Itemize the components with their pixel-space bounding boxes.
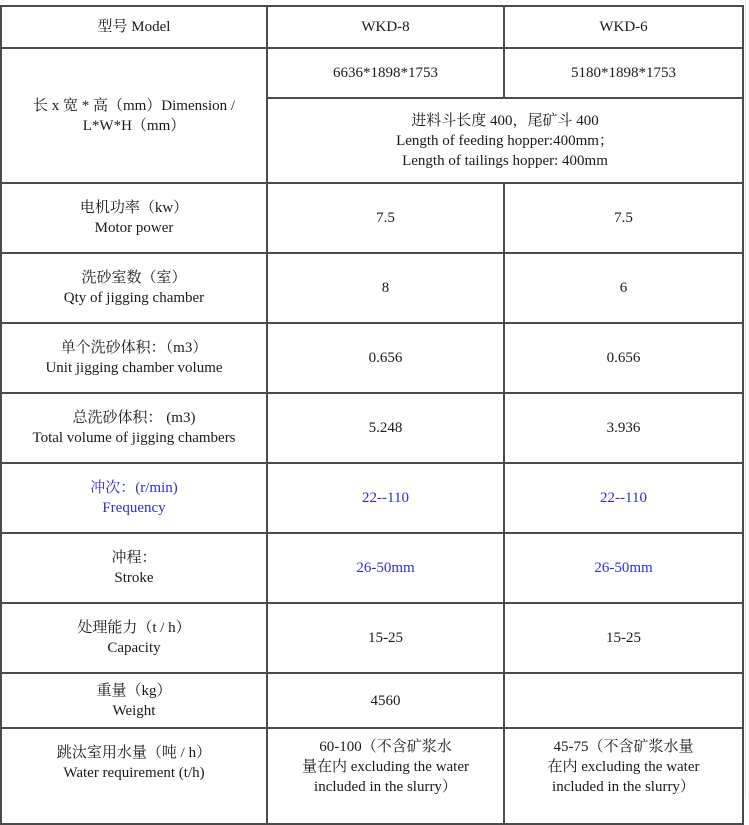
total-volume-wkd6: 3.936 bbox=[504, 393, 743, 463]
label-cn: 冲次：(r/min) bbox=[90, 480, 178, 496]
water-wkd8-line3: included in the slurry） bbox=[314, 779, 457, 795]
dimension-wkd8: 6636*1898*1753 bbox=[267, 48, 504, 98]
stroke-label bbox=[1, 533, 267, 603]
hopper-note-tailings: Length of tailings hopper: 400mm bbox=[402, 152, 608, 169]
frequency-label bbox=[1, 463, 267, 533]
motor-power-wkd8: 7.5 bbox=[267, 183, 504, 253]
label-en: Motor power bbox=[94, 220, 174, 236]
water-wkd8-line2: 量在内 excluding the water bbox=[301, 759, 470, 775]
model-wkd8: WKD-8 bbox=[267, 6, 504, 48]
weight-label bbox=[1, 673, 267, 728]
label-en: Total volume of jigging chambers bbox=[32, 430, 236, 446]
dimension-label-line2: L*W*H（mm） bbox=[82, 117, 186, 134]
water-wkd6-line3: included in the slurry） bbox=[552, 779, 695, 795]
stroke-row bbox=[1, 533, 743, 603]
dimension-label bbox=[1, 48, 267, 183]
chamber-qty-wkd8: 8 bbox=[267, 253, 504, 323]
motor-power-label bbox=[1, 183, 267, 253]
capacity-wkd8: 15-25 bbox=[267, 603, 504, 673]
label-cn: 重量（kg） bbox=[96, 682, 172, 699]
hopper-note bbox=[267, 98, 743, 183]
frequency-wkd8: 22--110 bbox=[267, 463, 504, 533]
water-requirement-wkd8 bbox=[267, 728, 504, 824]
stroke-wkd6: 26-50mm bbox=[504, 533, 743, 603]
page-edge bbox=[745, 0, 746, 798]
water-requirement-wkd6 bbox=[504, 728, 743, 824]
label-en: Qty of jigging chamber bbox=[63, 290, 205, 306]
frequency-row bbox=[1, 463, 743, 533]
water-wkd6-line2: 在内 excluding the water bbox=[547, 759, 700, 775]
stroke-wkd8: 26-50mm bbox=[267, 533, 504, 603]
water-wkd8-line1: 60-100（不含矿浆水 bbox=[319, 739, 452, 755]
weight-wkd6 bbox=[504, 673, 743, 728]
motor-power-wkd6: 7.5 bbox=[504, 183, 743, 253]
label-en: Frequency bbox=[102, 500, 166, 516]
motor-power-row bbox=[1, 183, 743, 253]
unit-volume-wkd8: 0.656 bbox=[267, 323, 504, 393]
label-cn: 总洗砂体积： (m3) bbox=[72, 410, 196, 426]
water-wkd6-line1: 45-75（不含矿浆水量 bbox=[553, 739, 694, 755]
label-cn: 跳汰室用水量（吨 / h） bbox=[56, 745, 212, 761]
unit-volume-wkd6: 0.656 bbox=[504, 323, 743, 393]
dimension-row bbox=[1, 48, 743, 98]
capacity-row bbox=[1, 603, 743, 673]
label-en: Unit jigging chamber volume bbox=[45, 360, 223, 376]
label-en: Weight bbox=[112, 702, 156, 719]
capacity-label bbox=[1, 603, 267, 673]
spec-table bbox=[0, 5, 744, 825]
header-row bbox=[1, 6, 743, 48]
label-cn: 冲程： bbox=[111, 550, 157, 566]
frequency-wkd6: 22--110 bbox=[504, 463, 743, 533]
weight-row bbox=[1, 673, 743, 728]
unit-volume-row bbox=[1, 323, 743, 393]
total-volume-row bbox=[1, 393, 743, 463]
dimension-wkd6: 5180*1898*1753 bbox=[504, 48, 743, 98]
label-cn: 洗砂室数（室） bbox=[81, 270, 187, 286]
label-cn: 电机功率（kw） bbox=[79, 200, 189, 216]
label-en: Capacity bbox=[107, 640, 161, 656]
water-requirement-row bbox=[1, 728, 743, 824]
capacity-wkd6: 15-25 bbox=[504, 603, 743, 673]
model-label: 型号 Model bbox=[1, 6, 267, 48]
unit-volume-label bbox=[1, 323, 267, 393]
dimension-label-line1: 长 x 宽 * 高（mm）Dimension / bbox=[32, 97, 236, 114]
chamber-qty-row bbox=[1, 253, 743, 323]
chamber-qty-wkd6: 6 bbox=[504, 253, 743, 323]
label-cn: 单个洗砂体积：（m3） bbox=[60, 340, 208, 356]
water-requirement-label bbox=[1, 728, 267, 824]
model-wkd6: WKD-6 bbox=[504, 6, 743, 48]
label-cn: 处理能力（t / h） bbox=[77, 620, 191, 636]
hopper-note-feeding: Length of feeding hopper:400mm； bbox=[396, 132, 614, 149]
total-volume-wkd8: 5.248 bbox=[267, 393, 504, 463]
weight-wkd8: 4560 bbox=[267, 673, 504, 728]
label-en: Stroke bbox=[114, 570, 154, 586]
chamber-qty-label bbox=[1, 253, 267, 323]
total-volume-label bbox=[1, 393, 267, 463]
label-en: Water requirement (t/h) bbox=[63, 765, 205, 781]
hopper-note-cn: 进料斗长度 400，尾矿斗 400 bbox=[411, 112, 599, 129]
